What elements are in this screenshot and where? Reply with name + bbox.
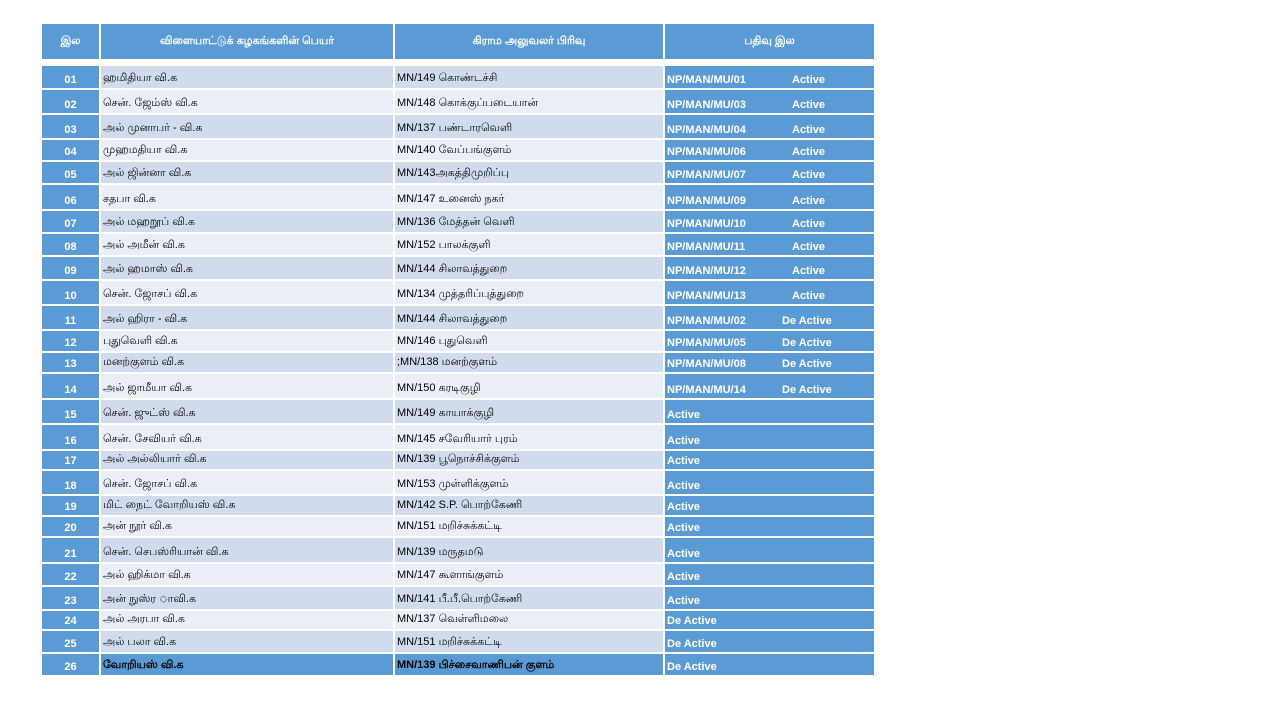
gn-division: MN/139 மருதமடு bbox=[394, 537, 664, 563]
gn-division: MN/147 கூளாங்குளம் bbox=[394, 563, 664, 586]
registration-cell bbox=[664, 330, 875, 352]
registration-cell bbox=[664, 610, 875, 630]
gn-division: MN/143அகத்திமுறிப்பு bbox=[394, 161, 664, 184]
table-row bbox=[41, 210, 875, 233]
table-row bbox=[41, 233, 875, 256]
row-number: 10 bbox=[41, 280, 100, 305]
table-header-row bbox=[41, 23, 875, 60]
registration-cell bbox=[664, 424, 875, 450]
table-row bbox=[41, 653, 875, 676]
registration-cell bbox=[664, 233, 875, 256]
status-label: De Active bbox=[667, 638, 717, 650]
club-name: மனற்குளம் வி.க bbox=[100, 352, 394, 373]
club-name: சென். ஜோசப் வி.க bbox=[100, 470, 394, 495]
registration-cell bbox=[664, 516, 875, 537]
table-body bbox=[41, 60, 875, 676]
clubs-table-container bbox=[40, 22, 876, 677]
row-number: 03 bbox=[41, 114, 100, 139]
gn-division: MN/150 கரடிகுழி bbox=[394, 373, 664, 399]
registration-cell bbox=[664, 139, 875, 161]
row-number: 23 bbox=[41, 586, 100, 610]
status-label: Active bbox=[667, 522, 701, 534]
club-name: அன் நுஸ்ர ாவி.க bbox=[100, 586, 394, 610]
registration-cell bbox=[664, 89, 875, 114]
gn-division: MN/151 மறிச்சுக்கட்டி bbox=[394, 516, 664, 537]
registration-code: NP/MAN/MU/14 bbox=[667, 384, 746, 396]
club-name: அல் பலா வி.க bbox=[100, 630, 394, 653]
registration-cell bbox=[664, 256, 875, 280]
club-name: அல் ஹிரா - வி.க bbox=[100, 305, 394, 330]
row-number: 09 bbox=[41, 256, 100, 280]
status-label: Active bbox=[667, 501, 701, 513]
club-name: சென். ஜேம்ஸ் வி.க bbox=[100, 89, 394, 114]
registration-cell bbox=[664, 280, 875, 305]
table-row bbox=[41, 399, 875, 424]
table-row bbox=[41, 610, 875, 630]
club-name: மிட் நைட் வோறியஸ் வி.க bbox=[100, 495, 394, 516]
status-label: Active bbox=[792, 195, 826, 207]
gn-division: MN/136 மேத்தன் வெளி bbox=[394, 210, 664, 233]
row-number: 20 bbox=[41, 516, 100, 537]
row-number: 15 bbox=[41, 399, 100, 424]
registration-code: NP/MAN/MU/13 bbox=[667, 290, 746, 302]
row-number: 13 bbox=[41, 352, 100, 373]
gn-division: MN/142 S.P. பொற்கேணி bbox=[394, 495, 664, 516]
gn-division: MN/149 காயாக்குழி bbox=[394, 399, 664, 424]
registration-code: NP/MAN/MU/08 bbox=[667, 358, 746, 370]
row-number: 17 bbox=[41, 450, 100, 470]
row-number: 04 bbox=[41, 139, 100, 161]
registration-cell bbox=[664, 537, 875, 563]
table-row bbox=[41, 586, 875, 610]
row-number: 12 bbox=[41, 330, 100, 352]
registration-code: NP/MAN/MU/12 bbox=[667, 265, 746, 277]
status-label: Active bbox=[792, 169, 826, 181]
table-row bbox=[41, 330, 875, 352]
club-name: புதுவெளி வி.க bbox=[100, 330, 394, 352]
club-name: அல் ஜாமீயா வி.க bbox=[100, 373, 394, 399]
row-number: 19 bbox=[41, 495, 100, 516]
row-number: 21 bbox=[41, 537, 100, 563]
table-row bbox=[41, 424, 875, 450]
registration-code: NP/MAN/MU/11 bbox=[667, 241, 746, 253]
row-number: 06 bbox=[41, 184, 100, 210]
registration-cell bbox=[664, 495, 875, 516]
registration-cell bbox=[664, 586, 875, 610]
status-label: Active bbox=[667, 571, 701, 583]
registration-cell bbox=[664, 563, 875, 586]
table-row bbox=[41, 89, 875, 114]
table-row bbox=[41, 470, 875, 495]
registration-code: NP/MAN/MU/09 bbox=[667, 195, 746, 207]
club-name: அல் முனாபர் - வி.க bbox=[100, 114, 394, 139]
registration-cell bbox=[664, 210, 875, 233]
table-row bbox=[41, 184, 875, 210]
gn-division: MN/134 முத்தரிப்புத்துறை bbox=[394, 280, 664, 305]
table-row bbox=[41, 516, 875, 537]
status-label: Active bbox=[792, 290, 826, 302]
club-name: முஹமதியா வி.க bbox=[100, 139, 394, 161]
header-registration: பதிவு இல bbox=[664, 23, 875, 60]
status-label: Active bbox=[792, 146, 826, 158]
row-number: 07 bbox=[41, 210, 100, 233]
gn-division: MN/145 சவேரியார் புரம் bbox=[394, 424, 664, 450]
row-number: 02 bbox=[41, 89, 100, 114]
registration-cell bbox=[664, 184, 875, 210]
gn-division: MN/137 வெள்ளிமலை bbox=[394, 610, 664, 630]
gn-division: MN/139 பூநொச்சிக்குளம் bbox=[394, 450, 664, 470]
registration-code: NP/MAN/MU/01 bbox=[667, 74, 746, 86]
row-number: 05 bbox=[41, 161, 100, 184]
registration-cell bbox=[664, 373, 875, 399]
status-label: Active bbox=[667, 455, 701, 467]
club-name: அல் ஹிக்மா வி.க bbox=[100, 563, 394, 586]
club-name: அல் மஹறூப் வி.க bbox=[100, 210, 394, 233]
registration-cell bbox=[664, 352, 875, 373]
row-number: 26 bbox=[41, 653, 100, 676]
gn-division: MN/141 பீ.பீ.பொற்கேணி bbox=[394, 586, 664, 610]
gn-division: MN/144 சிலாவத்துறை bbox=[394, 305, 664, 330]
table-row bbox=[41, 537, 875, 563]
status-label: Active bbox=[667, 409, 701, 421]
registration-code: NP/MAN/MU/05 bbox=[667, 337, 746, 349]
club-name: சென். சேவியர் வி.க bbox=[100, 424, 394, 450]
club-name: அல் அமீன் வி.க bbox=[100, 233, 394, 256]
status-label: Active bbox=[792, 241, 826, 253]
gn-division: MN/149 கொண்டச்சி bbox=[394, 65, 664, 89]
gn-division: MN/147 உனைஸ் நகர் bbox=[394, 184, 664, 210]
status-label: De Active bbox=[667, 615, 717, 627]
header-club-name: விளையாட்டுக் கழகங்களின் பெயர் bbox=[100, 23, 394, 60]
table-row bbox=[41, 114, 875, 139]
row-number: 25 bbox=[41, 630, 100, 653]
gn-division: MN/152 பாலக்குளி bbox=[394, 233, 664, 256]
status-label: De Active bbox=[782, 358, 832, 370]
club-name: அல் அல்லியார் வி.க bbox=[100, 450, 394, 470]
registration-code: NP/MAN/MU/10 bbox=[667, 218, 746, 230]
table-row bbox=[41, 630, 875, 653]
club-name: ஹமிதியா வி.க bbox=[100, 65, 394, 89]
registration-cell bbox=[664, 450, 875, 470]
table-row bbox=[41, 450, 875, 470]
registration-cell bbox=[664, 630, 875, 653]
table-row bbox=[41, 305, 875, 330]
header-no: இல bbox=[41, 23, 100, 60]
registration-cell bbox=[664, 470, 875, 495]
status-label: Active bbox=[792, 74, 826, 86]
status-label: Active bbox=[667, 435, 701, 447]
club-name: அன் நூர் வி.க bbox=[100, 516, 394, 537]
registration-code: NP/MAN/MU/07 bbox=[667, 169, 746, 181]
gn-division: MN/139 பிச்சைவாணிபன் குளம் bbox=[394, 653, 664, 676]
registration-code: NP/MAN/MU/03 bbox=[667, 99, 746, 111]
status-label: Active bbox=[667, 595, 701, 607]
table-row bbox=[41, 563, 875, 586]
status-label: Active bbox=[667, 480, 701, 492]
club-name: அல் அரபா வி.க bbox=[100, 610, 394, 630]
header-division: கிராம அலுவலர் பிரிவு bbox=[394, 23, 664, 60]
club-name: அல் ஹமாஸ் வி.க bbox=[100, 256, 394, 280]
gn-division: MN/146 புதுவெளி bbox=[394, 330, 664, 352]
status-label: Active bbox=[792, 218, 826, 230]
table-row bbox=[41, 495, 875, 516]
registration-cell bbox=[664, 114, 875, 139]
row-number: 18 bbox=[41, 470, 100, 495]
registration-code: NP/MAN/MU/04 bbox=[667, 124, 746, 136]
status-label: Active bbox=[667, 548, 701, 560]
status-label: De Active bbox=[782, 315, 832, 327]
row-number: 24 bbox=[41, 610, 100, 630]
table-row bbox=[41, 161, 875, 184]
club-name: சதபா வி.க bbox=[100, 184, 394, 210]
gn-division: MN/137 பண்டாரவெளி bbox=[394, 114, 664, 139]
club-name: சென். செபஸ்ரியான் வி.க bbox=[100, 537, 394, 563]
sports-clubs-table bbox=[40, 22, 876, 677]
status-label: Active bbox=[792, 99, 826, 111]
table-row bbox=[41, 373, 875, 399]
status-label: De Active bbox=[667, 661, 717, 673]
registration-cell bbox=[664, 65, 875, 89]
club-name: வோறியஸ் வி.க bbox=[100, 653, 394, 676]
row-number: 01 bbox=[41, 65, 100, 89]
club-name: சென். ஜுட்ஸ் வி.க bbox=[100, 399, 394, 424]
status-label: Active bbox=[792, 124, 826, 136]
table-row bbox=[41, 256, 875, 280]
registration-cell bbox=[664, 305, 875, 330]
registration-cell bbox=[664, 653, 875, 676]
gn-division: MN/151 மறிச்சுக்கட்டி bbox=[394, 630, 664, 653]
status-label: Active bbox=[792, 265, 826, 277]
table-row bbox=[41, 352, 875, 373]
status-label: De Active bbox=[782, 384, 832, 396]
gn-division: MN/144 சிலாவத்துறை bbox=[394, 256, 664, 280]
table-row bbox=[41, 65, 875, 89]
status-label: De Active bbox=[782, 337, 832, 349]
row-number: 14 bbox=[41, 373, 100, 399]
table-row bbox=[41, 139, 875, 161]
club-name: சென். ஜோசப் வி.க bbox=[100, 280, 394, 305]
gn-division: MN/148 கொக்குப்படையான் bbox=[394, 89, 664, 114]
row-number: 16 bbox=[41, 424, 100, 450]
gn-division: MN/140 வேப்பங்குளம் bbox=[394, 139, 664, 161]
row-number: 11 bbox=[41, 305, 100, 330]
club-name: அல் ஜின்னா வி.க bbox=[100, 161, 394, 184]
row-number: 08 bbox=[41, 233, 100, 256]
table-row bbox=[41, 280, 875, 305]
registration-cell bbox=[664, 161, 875, 184]
registration-code: NP/MAN/MU/06 bbox=[667, 146, 746, 158]
gn-division: ;MN/138 மனற்குளம் bbox=[394, 352, 664, 373]
gn-division: MN/153 முள்ளிக்குளம் bbox=[394, 470, 664, 495]
registration-code: NP/MAN/MU/02 bbox=[667, 315, 746, 327]
row-number: 22 bbox=[41, 563, 100, 586]
registration-cell bbox=[664, 399, 875, 424]
